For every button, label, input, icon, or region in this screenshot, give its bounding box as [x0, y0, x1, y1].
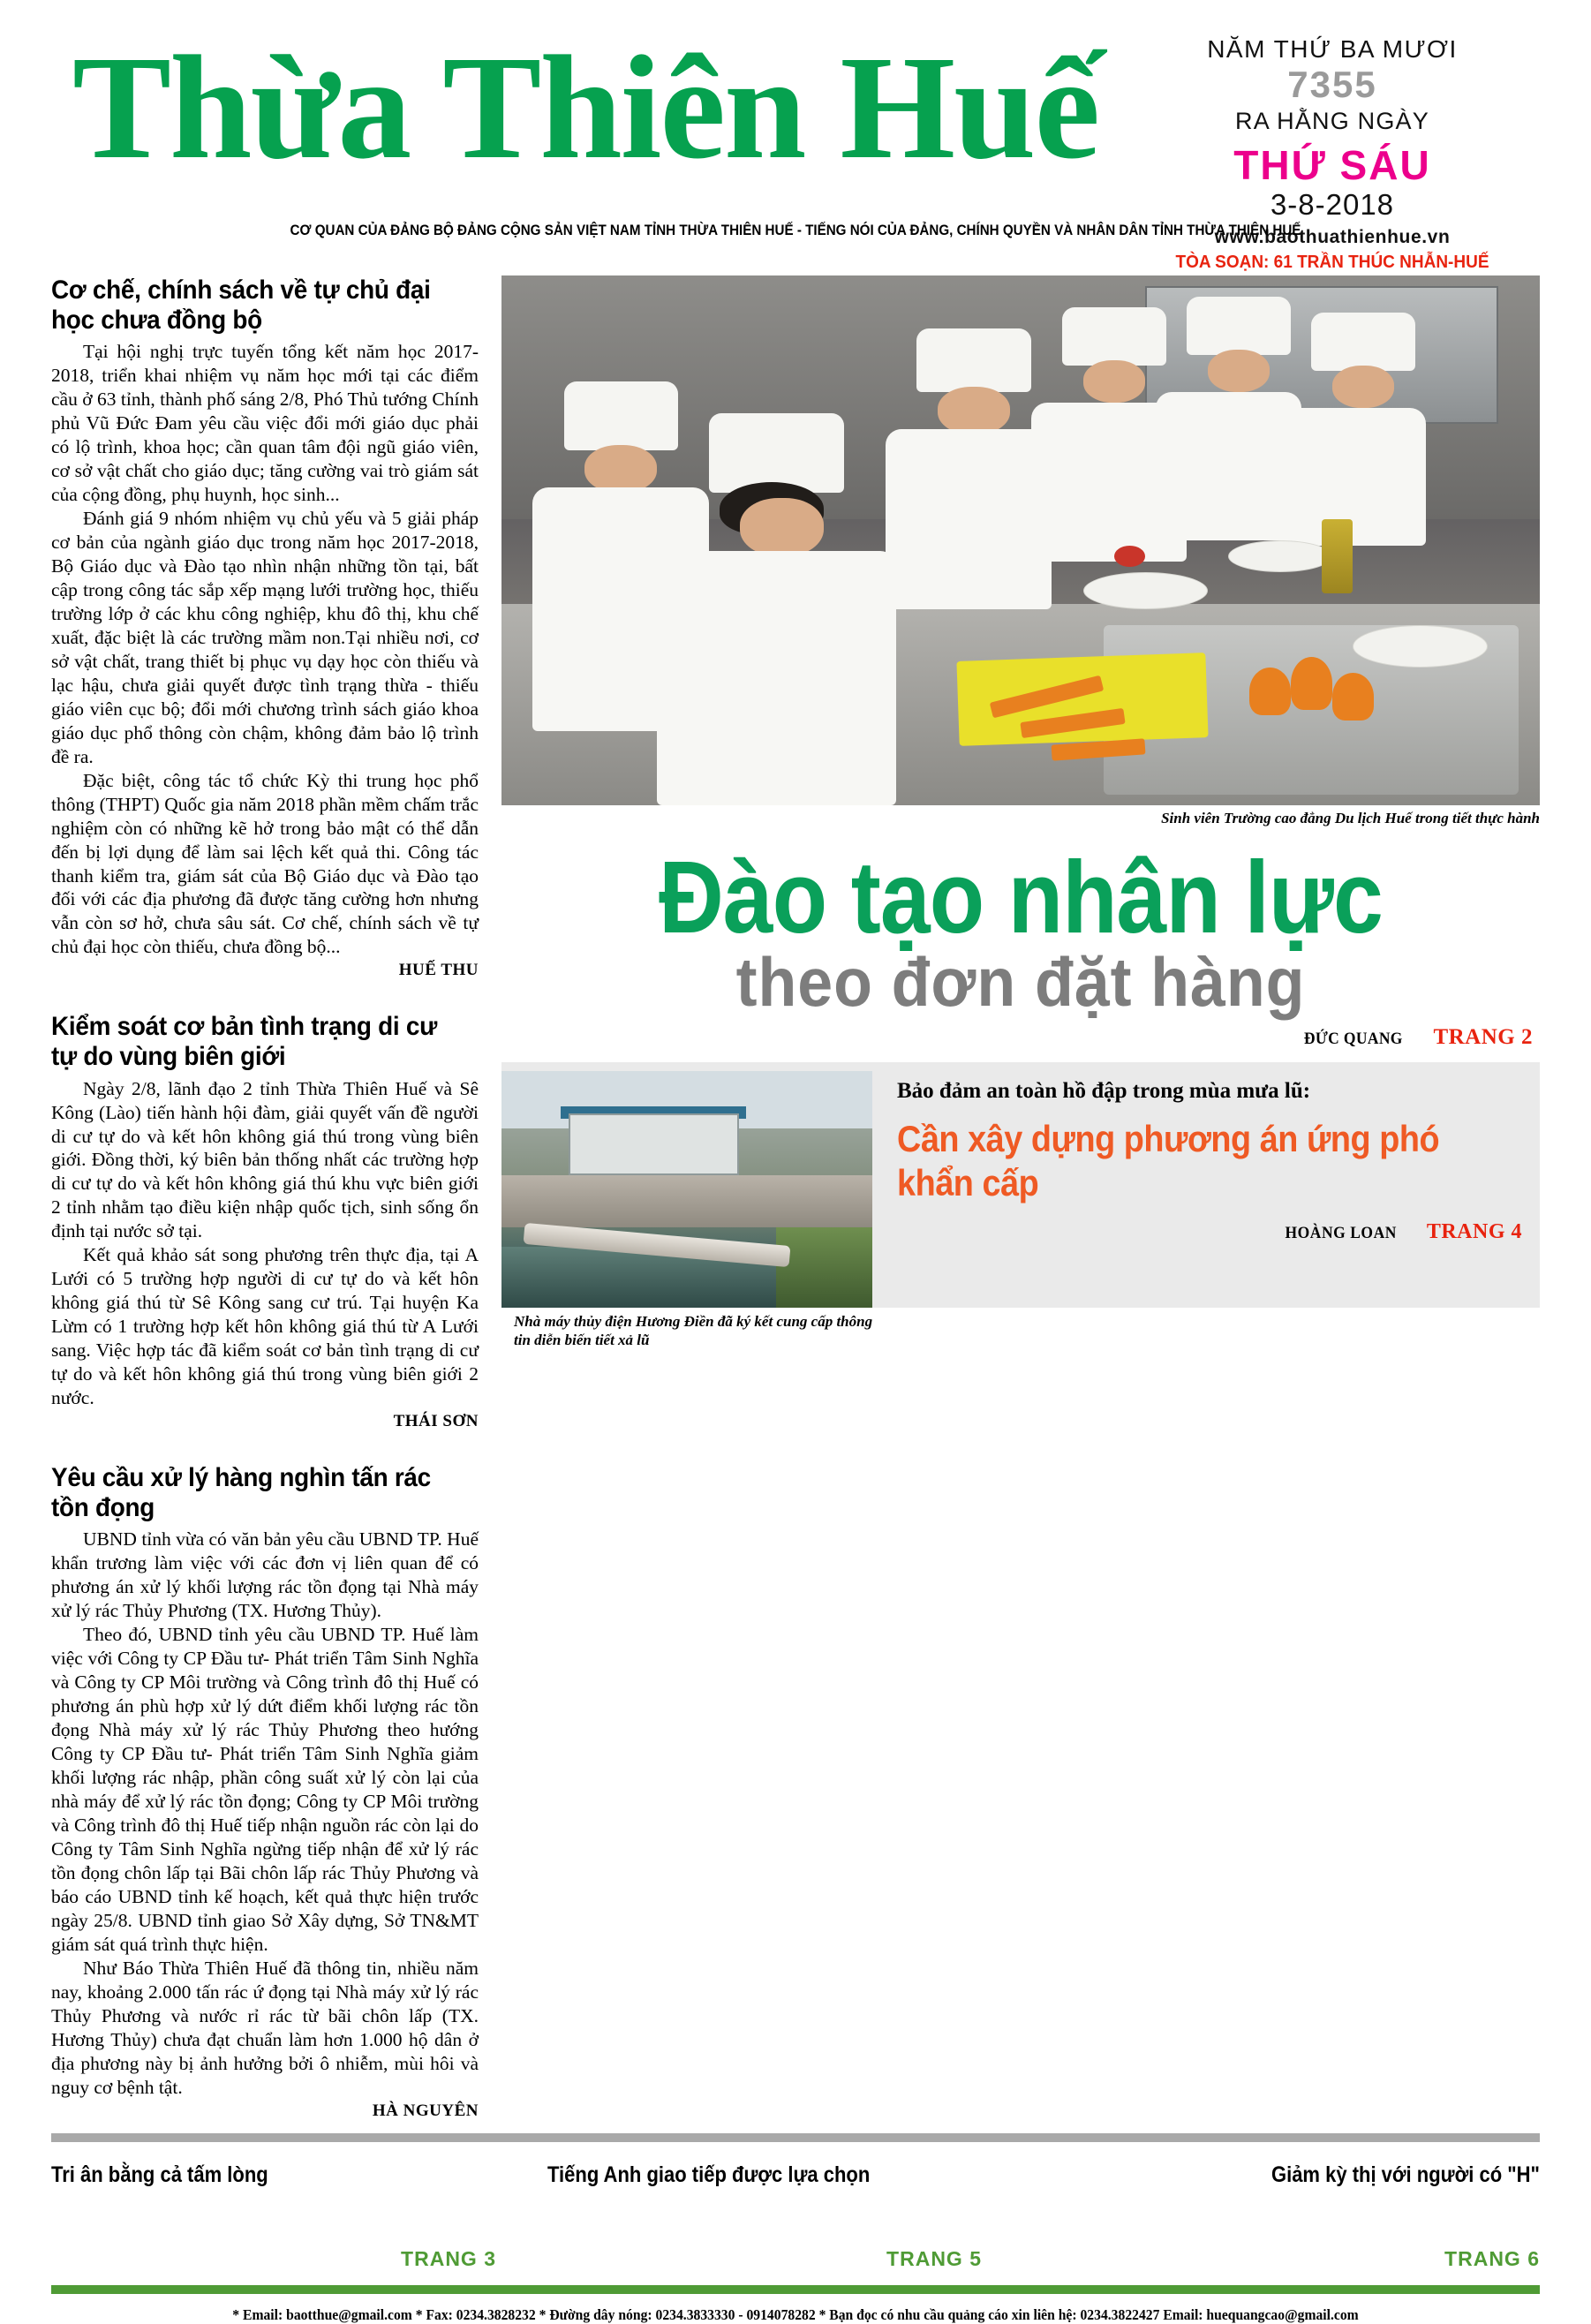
lead-headline-block[interactable] — [501, 840, 1540, 1022]
chef-face — [1083, 360, 1146, 403]
carrot — [1291, 657, 1332, 710]
article-3-byline: HÀ NGUYÊN — [372, 2101, 479, 2120]
dam-author: HOÀNG LOAN — [1285, 1224, 1398, 1243]
left-column — [51, 275, 501, 2126]
article-2-paragraph: Ngày 2/8, lãnh đạo 2 tỉnh Thừa Thiên Huế và Sê Kông (Lào) tiến hành hội đàm, giải quyết vấn đề người di cư tự do và kết hôn không giá thú trong vùng biên giới. Đồng thời, ký biên bản thống nhất các trường hợp di cư tự do và kết hôn không giá thú khu vực biên giới 2 tỉnh nhằm tạo điều kiện nhập quốc tịch, sinh sống ổn định tại nước sở tại. — [51, 1077, 479, 1242]
article-3-headline[interactable]: Yêu cầu xử lý hàng nghìn tấn rác tồn đọng — [51, 1463, 431, 1522]
article-1-paragraph: Đánh giá 9 nhóm nhiệm vụ chủ yếu và 5 giải pháp cơ bản của ngành giáo dục trong năm học 2017-2018, Bộ Giáo dục và Đào tạo nhìn nhận những tồn tại, bất cập trong công tác sắp xếp mạng lưới trường học, thiếu trường lớp ở các khu công nghiệp, khu đô thị, khu chế xuất, đặc biệt là các trường mầm non.Tại nhiều nơi, cơ sở vật chất, trang thiết bị phục vụ dạy học còn thiếu và lạc hậu, chưa giải quyết được tình trạng thừa - thiếu giáo viên cục bộ; đổi mới chương trình sách giáo khoa giáo dục phổ thông còn chậm, không đảm bảo lộ trình đề ra. — [51, 507, 479, 767]
carrot — [1249, 668, 1291, 715]
right-column — [501, 275, 1540, 2126]
lead-photo — [501, 275, 1540, 805]
teaser-3-page-reference[interactable]: TRANG 6 — [1444, 2246, 1540, 2270]
chef-uniform — [657, 551, 895, 805]
teaser-2-title[interactable]: Tiếng Anh giao tiếp được lựa chọn — [547, 2162, 871, 2187]
article-3-paragraph: Như Báo Thừa Thiên Huế đã thông tin, nhiều năm nay, khoảng 2.000 tấn rác ứ đọng tại Nhà máy xử lý rác Thủy Phương và nước rỉ rác từ bãi chôn lấp (TX. Hương Thủy) chưa đạt chuẩn làm hơn 1.000 hộ dân ở địa phương này bị ảnh hưởng bởi ô nhiễm, mùi hôi và nguy cơ bệnh tật. — [51, 1957, 479, 2098]
chef-hat-icon — [564, 381, 678, 450]
tomato — [1114, 546, 1145, 567]
carrot — [1332, 673, 1374, 721]
office-address: TÒA SOẠN: 61 TRẦN THÚC NHẪN-HUẾ — [1175, 253, 1489, 273]
article-2-headline[interactable]: Kiểm soát cơ bản tình trạng di cư tự do vùng biên giới — [51, 1012, 437, 1071]
masthead-subtitle: CƠ QUAN CỦA ĐẢNG BỘ ĐẢNG CỘNG SẢN VIỆT NAM TỈNH THỪA THIÊN HUẾ - TIẾNG NÓI CỦA ĐẢNG, CHÍNH QUYỀN VÀ NHÂN DÂN TỈNH THỪA THIÊN HUẾ — [290, 223, 1301, 238]
lead-headline-line1[interactable]: Đào tạo nhân lực — [659, 840, 1383, 954]
article-1-paragraph: Đặc biệt, công tác tổ chức Kỳ thi trung học phổ thông (THPT) Quốc gia năm 2018 phần mềm chấm trắc nghiệm còn có những kẽ hở trong bảo mật có thể dẫn đến bị lợi dụng để làm sai lệch kết quả thi. Công tác thanh kiểm tra, giám sát của Bộ Giáo dục và Đào tạo đối với các địa phương đã được tăng cường hơn nhưng vẫn còn sơ hở, chưa sâu sát. Cơ chế, chính sách về tự chủ đại học còn thiếu, chưa đồng bộ... — [51, 769, 479, 958]
chef-face — [1208, 350, 1271, 392]
lead-photo-caption: Sinh viên Trường cao đẳng Du lịch Huế trong tiết thực hành — [1161, 810, 1540, 826]
article-1-headline[interactable]: Cơ chế, chính sách về tự chủ đại học chưa đồng bộ — [51, 275, 431, 335]
green-divider-rule — [51, 2285, 1540, 2294]
grey-divider-rule — [51, 2133, 1540, 2142]
dam-photo-caption: Nhà máy thủy điện Hương Điền đã ký kết cung cấp thông tin diễn biến tiết xả lũ — [514, 1313, 873, 1348]
teaser-3-title[interactable]: Giảm kỳ thị với người có "H" — [1271, 2162, 1540, 2187]
teaser-1-page-reference[interactable]: TRANG 3 — [401, 2246, 496, 2270]
chef-face — [1332, 366, 1395, 408]
dam-story-box[interactable] — [501, 1062, 1540, 1308]
chef-hat-icon — [1062, 307, 1166, 366]
chef-face — [584, 445, 657, 493]
chef-hat-icon — [916, 328, 1030, 392]
teaser-item-3[interactable] — [1044, 2162, 1540, 2276]
chef-face — [740, 498, 823, 556]
article-3-paragraph: UBND tỉnh vừa có văn bản yêu cầu UBND TP. Huế khẩn trương làm việc với các đơn vị liên quan để có phương án xử lý khối lượng rác tồn đọng tại Nhà máy xử lý rác Thủy Phương (TX. Hương Thủy). — [51, 1528, 479, 1622]
teaser-item-2[interactable] — [547, 2162, 1044, 2276]
teaser-item-1[interactable] — [51, 2162, 547, 2276]
publication-date: 3-8-2018 — [1270, 188, 1395, 222]
dam-credit-row — [897, 1220, 1522, 1244]
chef-uniform — [1156, 392, 1301, 540]
lead-page-reference[interactable]: TRANG 2 — [1433, 1025, 1533, 1050]
dam-kicker: Bảo đảm an toàn hồ đập trong mùa mưa lũ: — [897, 1079, 1311, 1104]
article-3[interactable] — [51, 1463, 479, 2120]
dam-page-reference[interactable]: TRANG 4 — [1426, 1220, 1522, 1244]
chef-uniform — [886, 429, 1052, 609]
plant-building — [569, 1113, 739, 1175]
chef-face — [938, 387, 1010, 434]
chef-uniform — [1280, 408, 1426, 546]
oil-bottle — [1322, 519, 1353, 593]
masthead-info-block — [1125, 35, 1540, 298]
dam-wall — [501, 1175, 872, 1227]
article-divider-space — [51, 1437, 479, 1463]
plate — [1353, 625, 1488, 668]
article-1-paragraph: Tại hội nghị trực tuyến tổng kết năm học 2017-2018, triển khai nhiệm vụ năm học mới tại các điểm cầu ở 63 tỉnh, thành phố sáng 2/8, Phó Thủ tướng Chính phủ Vũ Đức Đam yêu cầu việc đổi mới giáo dục phải có lộ trình, khoa học; cần quan tâm đội ngũ giáo viên, cơ sở vật chất cho giáo dục; tăng cường vai trò giám sát của cộng đồng, phụ huynh, học sinh... — [51, 341, 479, 505]
lead-credit-row — [501, 1025, 1540, 1050]
dam-headline[interactable]: Cần xây dựng phương án ứng phó khẩn cấp — [897, 1118, 1440, 1204]
masthead — [51, 0, 1540, 273]
website-url[interactable]: www.baothuathienhue.vn — [1214, 227, 1451, 248]
hydropower-plant-illustration — [501, 1071, 872, 1308]
article-1[interactable] — [51, 275, 479, 980]
footer-contact-line: * Email: baotthue@gmail.com * Fax: 0234.3828232 * Đường dây nóng: 0234.3833330 - 0914078282 * Bạn đọc có nhu cầu quảng cáo xin liên hệ: 0234.3822427 Email: huequangcao@gmail.com — [232, 2305, 1359, 2323]
chef-hat-icon — [1187, 297, 1291, 355]
kitchen-scene-illustration — [501, 275, 1540, 805]
lead-headline-line2[interactable]: theo đơn đặt hàng — [735, 943, 1306, 1022]
article-2-body — [51, 1077, 479, 1411]
issue-number: 7355 — [1287, 64, 1377, 105]
article-3-paragraph: Theo đó, UBND tỉnh yêu cầu UBND TP. Huế làm việc với Công ty CP Đầu tư- Phát triển Tâm Sinh Nghĩa và Công ty CP Môi trường và Công trình đô thị Huế có phương án phù hợp xử lý dứt điểm khối lượng rác tồn đọng Nhà máy xử lý rác Thủy Phương theo hướng Công ty CP Đầu tư- Phát triển Tâm Sinh Nghĩa giảm khối lượng rác nhập, phần công suất xử lý còn lại của nhà máy để xử lý rác tồn đọng; Công ty CP Môi trường và Công trình đô thị Huế tiếp nhận nguồn rác còn lại do Công ty Tâm Sinh Nghĩa ngừng tiếp nhận để xử lý rác tồn đọng chôn lấp tại Bãi chôn lấp rác Thủy Phương và báo cáo UBND tỉnh kế hoạch, kết quả thực hiện trước ngày 25/8. UBND tỉnh giao Sở Xây dựng, Sở TN&MT giám sát quá trình thực hiện. — [51, 1624, 479, 1955]
teaser-row — [51, 2162, 1540, 2276]
article-2[interactable] — [51, 1012, 479, 1431]
teaser-1-title[interactable]: Tri ân bằng cả tấm lòng — [51, 2162, 268, 2187]
plate — [1228, 540, 1332, 572]
article-3-body — [51, 1528, 479, 2099]
newspaper-title: Thừa Thiên Huế — [72, 26, 1099, 190]
plate — [1083, 572, 1208, 609]
frequency-label: RA HẰNG NGÀY — [1235, 108, 1429, 135]
article-2-paragraph: Kết quả khảo sát song phương trên thực địa, tại A Lưới có 5 trường hợp người di cư tự do và kết hôn không giá thú từ Sê Kông sang cư trú. Tại huyện Ka Lừm có 1 trường hợp kết hôn không giá thú từ A Lưới sang. Việc hợp tác đã kiểm soát cơ bản tình trạng di cư tự do và kết hôn không giá thú trong vùng biên giới 2 nước. — [51, 1244, 479, 1409]
teaser-2-page-reference[interactable]: TRANG 5 — [886, 2246, 982, 2270]
weekday-label: THỨ SÁU — [1233, 142, 1431, 189]
grass — [776, 1227, 872, 1308]
dam-story-text — [872, 1062, 1540, 1308]
chef-hat-icon — [1311, 313, 1415, 371]
article-divider-space — [51, 985, 479, 1012]
article-1-body — [51, 340, 479, 959]
dam-photo — [501, 1071, 872, 1308]
article-2-byline: THÁI SƠN — [393, 1412, 479, 1431]
chef-hat-icon — [709, 413, 844, 493]
cutting-board — [957, 653, 1209, 746]
main-content — [51, 275, 1540, 2126]
article-1-byline: HUẾ THU — [398, 961, 479, 980]
volume-year-label: NĂM THỨ BA MƯƠI — [1207, 35, 1458, 63]
lead-author: ĐỨC QUANG — [1303, 1030, 1403, 1049]
